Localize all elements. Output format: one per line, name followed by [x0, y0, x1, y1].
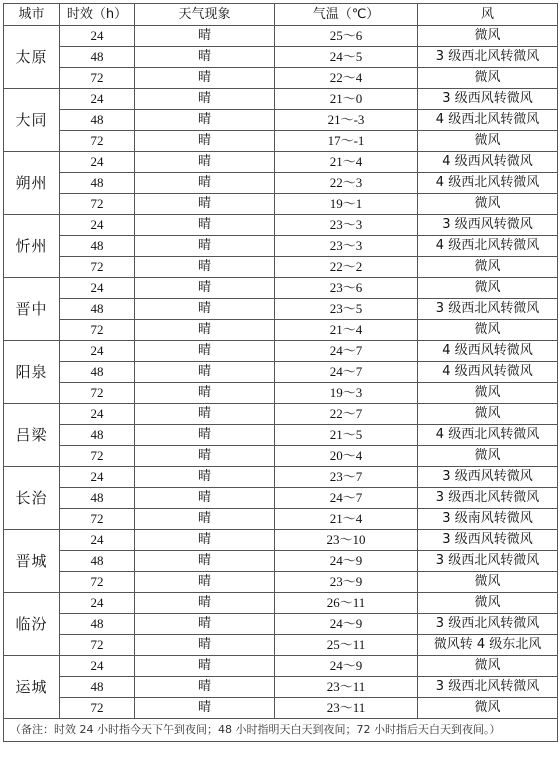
- wind-cell: 3 级西北风转微风: [418, 47, 558, 68]
- temperature-cell: 25～11: [275, 635, 418, 656]
- header-weather: 天气现象: [135, 4, 275, 26]
- weather-cell: 晴: [135, 299, 275, 320]
- table-row: [4, 656, 558, 677]
- period-cell: 24: [60, 89, 135, 110]
- city-name: 晋中: [4, 278, 60, 341]
- table-row: [4, 278, 558, 299]
- footnote: （备注：时效 24 小时指今天下午到夜间；48 小时指明天白天到夜间；72 小时指后天白天到夜间。）: [4, 719, 558, 742]
- table-row: [4, 425, 558, 446]
- period-cell: 24: [60, 215, 135, 236]
- table-row: [4, 530, 558, 551]
- table-row: [4, 362, 558, 383]
- wind-cell: 微风转 4 级东北风: [418, 635, 558, 656]
- table-row: [4, 215, 558, 236]
- temperature-cell: 23～11: [275, 677, 418, 698]
- wind-cell: 微风: [418, 593, 558, 614]
- table-row: [4, 173, 558, 194]
- table-row: [4, 509, 558, 530]
- city-name: 长治: [4, 467, 60, 530]
- temperature-cell: 24～9: [275, 551, 418, 572]
- temperature-cell: 24～9: [275, 656, 418, 677]
- wind-cell: 4 级西风转微风: [418, 341, 558, 362]
- period-cell: 48: [60, 173, 135, 194]
- temperature-cell: 19～1: [275, 194, 418, 215]
- period-cell: 72: [60, 572, 135, 593]
- temperature-cell: 23～5: [275, 299, 418, 320]
- header-temp: 气温（℃）: [275, 4, 418, 26]
- weather-cell: 晴: [135, 551, 275, 572]
- city-name: 朔州: [4, 152, 60, 215]
- table-row: [4, 341, 558, 362]
- weather-cell: 晴: [135, 530, 275, 551]
- table-row: [4, 131, 558, 152]
- weather-cell: 晴: [135, 110, 275, 131]
- period-cell: 48: [60, 677, 135, 698]
- period-cell: 24: [60, 278, 135, 299]
- city-name: 晋城: [4, 530, 60, 593]
- period-cell: 48: [60, 47, 135, 68]
- period-cell: 24: [60, 656, 135, 677]
- weather-cell: 晴: [135, 152, 275, 173]
- period-cell: 24: [60, 530, 135, 551]
- weather-cell: 晴: [135, 131, 275, 152]
- wind-cell: 3 级西北风转微风: [418, 551, 558, 572]
- wind-cell: 4 级西北风转微风: [418, 425, 558, 446]
- weather-cell: 晴: [135, 404, 275, 425]
- temperature-cell: 23～6: [275, 278, 418, 299]
- temperature-cell: 24～9: [275, 614, 418, 635]
- weather-cell: 晴: [135, 68, 275, 89]
- period-cell: 48: [60, 362, 135, 383]
- wind-cell: 微风: [418, 257, 558, 278]
- period-cell: 72: [60, 635, 135, 656]
- temperature-cell: 22～4: [275, 68, 418, 89]
- weather-cell: 晴: [135, 215, 275, 236]
- table-row: [4, 635, 558, 656]
- weather-cell: 晴: [135, 446, 275, 467]
- period-cell: 24: [60, 26, 135, 47]
- period-cell: 48: [60, 551, 135, 572]
- table-row: [4, 698, 558, 719]
- temperature-cell: 23～7: [275, 467, 418, 488]
- city-name: 忻州: [4, 215, 60, 278]
- table-row: [4, 488, 558, 509]
- period-cell: 72: [60, 509, 135, 530]
- temperature-cell: 22～2: [275, 257, 418, 278]
- wind-cell: 4 级西北风转微风: [418, 110, 558, 131]
- weather-cell: 晴: [135, 257, 275, 278]
- weather-cell: 晴: [135, 635, 275, 656]
- note-row: [4, 719, 558, 742]
- weather-cell: 晴: [135, 236, 275, 257]
- wind-cell: 微风: [418, 656, 558, 677]
- period-cell: 24: [60, 404, 135, 425]
- weather-cell: 晴: [135, 467, 275, 488]
- city-name: 阳泉: [4, 341, 60, 404]
- temperature-cell: 25～6: [275, 26, 418, 47]
- period-cell: 72: [60, 320, 135, 341]
- weather-cell: 晴: [135, 341, 275, 362]
- wind-cell: 3 级西风转微风: [418, 89, 558, 110]
- temperature-cell: 24～7: [275, 362, 418, 383]
- temperature-cell: 20～4: [275, 446, 418, 467]
- weather-cell: 晴: [135, 425, 275, 446]
- period-cell: 48: [60, 110, 135, 131]
- wind-cell: 4 级西风转微风: [418, 152, 558, 173]
- wind-cell: 微风: [418, 26, 558, 47]
- wind-cell: 微风: [418, 278, 558, 299]
- temperature-cell: 17～-1: [275, 131, 418, 152]
- weather-cell: 晴: [135, 194, 275, 215]
- weather-cell: 晴: [135, 677, 275, 698]
- table-row: [4, 257, 558, 278]
- temperature-cell: 21～-3: [275, 110, 418, 131]
- period-cell: 48: [60, 236, 135, 257]
- period-cell: 72: [60, 446, 135, 467]
- city-name: 临汾: [4, 593, 60, 656]
- city-name: 太原: [4, 26, 60, 89]
- temperature-cell: 23～3: [275, 215, 418, 236]
- temperature-cell: 21～0: [275, 89, 418, 110]
- temperature-cell: 21～4: [275, 320, 418, 341]
- weather-cell: 晴: [135, 488, 275, 509]
- temperature-cell: 19～3: [275, 383, 418, 404]
- table-row: [4, 110, 558, 131]
- table-row: [4, 593, 558, 614]
- table-row: [4, 26, 558, 47]
- wind-cell: 3 级西风转微风: [418, 467, 558, 488]
- weather-cell: 晴: [135, 89, 275, 110]
- weather-cell: 晴: [135, 362, 275, 383]
- wind-cell: 3 级西风转微风: [418, 215, 558, 236]
- temperature-cell: 23～10: [275, 530, 418, 551]
- temperature-cell: 21～4: [275, 152, 418, 173]
- wind-cell: 微风: [418, 68, 558, 89]
- wind-cell: 3 级西北风转微风: [418, 614, 558, 635]
- header-period: 时效（h）: [60, 4, 135, 26]
- header-row: [4, 4, 558, 26]
- period-cell: 24: [60, 152, 135, 173]
- forecast-document: [3, 3, 557, 742]
- wind-cell: 3 级西北风转微风: [418, 488, 558, 509]
- period-cell: 48: [60, 425, 135, 446]
- period-cell: 48: [60, 614, 135, 635]
- wind-cell: 微风: [418, 131, 558, 152]
- table-row: [4, 68, 558, 89]
- wind-cell: 3 级南风转微风: [418, 509, 558, 530]
- wind-cell: 3 级西北风转微风: [418, 299, 558, 320]
- wind-cell: 4 级西北风转微风: [418, 173, 558, 194]
- period-cell: 72: [60, 194, 135, 215]
- period-cell: 24: [60, 467, 135, 488]
- wind-cell: 4 级西风转微风: [418, 362, 558, 383]
- city-name: 吕梁: [4, 404, 60, 467]
- wind-cell: 3 级西风转微风: [418, 530, 558, 551]
- table-row: [4, 383, 558, 404]
- table-row: [4, 299, 558, 320]
- weather-cell: 晴: [135, 320, 275, 341]
- weather-cell: 晴: [135, 698, 275, 719]
- table-row: [4, 467, 558, 488]
- wind-cell: 微风: [418, 446, 558, 467]
- table-row: [4, 152, 558, 173]
- table-row: [4, 551, 558, 572]
- temperature-cell: 21～4: [275, 509, 418, 530]
- wind-cell: 微风: [418, 698, 558, 719]
- wind-cell: 4 级西北风转微风: [418, 236, 558, 257]
- wind-cell: 微风: [418, 320, 558, 341]
- temperature-cell: 22～7: [275, 404, 418, 425]
- weather-cell: 晴: [135, 572, 275, 593]
- forecast-table: [3, 3, 558, 742]
- weather-cell: 晴: [135, 656, 275, 677]
- table-row: [4, 614, 558, 635]
- temperature-cell: 24～5: [275, 47, 418, 68]
- weather-cell: 晴: [135, 26, 275, 47]
- wind-cell: 微风: [418, 383, 558, 404]
- temperature-cell: 23～3: [275, 236, 418, 257]
- wind-cell: 微风: [418, 194, 558, 215]
- table-row: [4, 89, 558, 110]
- table-row: [4, 446, 558, 467]
- table-row: [4, 572, 558, 593]
- wind-cell: 微风: [418, 572, 558, 593]
- table-row: [4, 677, 558, 698]
- city-name: 大同: [4, 89, 60, 152]
- period-cell: 72: [60, 131, 135, 152]
- forecast-body: [4, 26, 558, 719]
- period-cell: 72: [60, 257, 135, 278]
- temperature-cell: 23～11: [275, 698, 418, 719]
- period-cell: 48: [60, 488, 135, 509]
- weather-cell: 晴: [135, 383, 275, 404]
- wind-cell: 微风: [418, 404, 558, 425]
- period-cell: 24: [60, 593, 135, 614]
- table-row: [4, 404, 558, 425]
- weather-cell: 晴: [135, 593, 275, 614]
- table-row: [4, 236, 558, 257]
- table-row: [4, 194, 558, 215]
- temperature-cell: 22～3: [275, 173, 418, 194]
- weather-cell: 晴: [135, 173, 275, 194]
- temperature-cell: 24～7: [275, 341, 418, 362]
- period-cell: 72: [60, 68, 135, 89]
- period-cell: 24: [60, 341, 135, 362]
- wind-cell: 3 级西北风转微风: [418, 677, 558, 698]
- weather-cell: 晴: [135, 47, 275, 68]
- temperature-cell: 26～11: [275, 593, 418, 614]
- period-cell: 48: [60, 299, 135, 320]
- temperature-cell: 21～5: [275, 425, 418, 446]
- city-name: 运城: [4, 656, 60, 719]
- weather-cell: 晴: [135, 278, 275, 299]
- header-wind: 风: [418, 4, 558, 26]
- weather-cell: 晴: [135, 509, 275, 530]
- period-cell: 72: [60, 698, 135, 719]
- table-row: [4, 320, 558, 341]
- weather-cell: 晴: [135, 614, 275, 635]
- period-cell: 72: [60, 383, 135, 404]
- temperature-cell: 24～7: [275, 488, 418, 509]
- temperature-cell: 23～9: [275, 572, 418, 593]
- table-row: [4, 47, 558, 68]
- header-city: 城市: [4, 4, 60, 26]
